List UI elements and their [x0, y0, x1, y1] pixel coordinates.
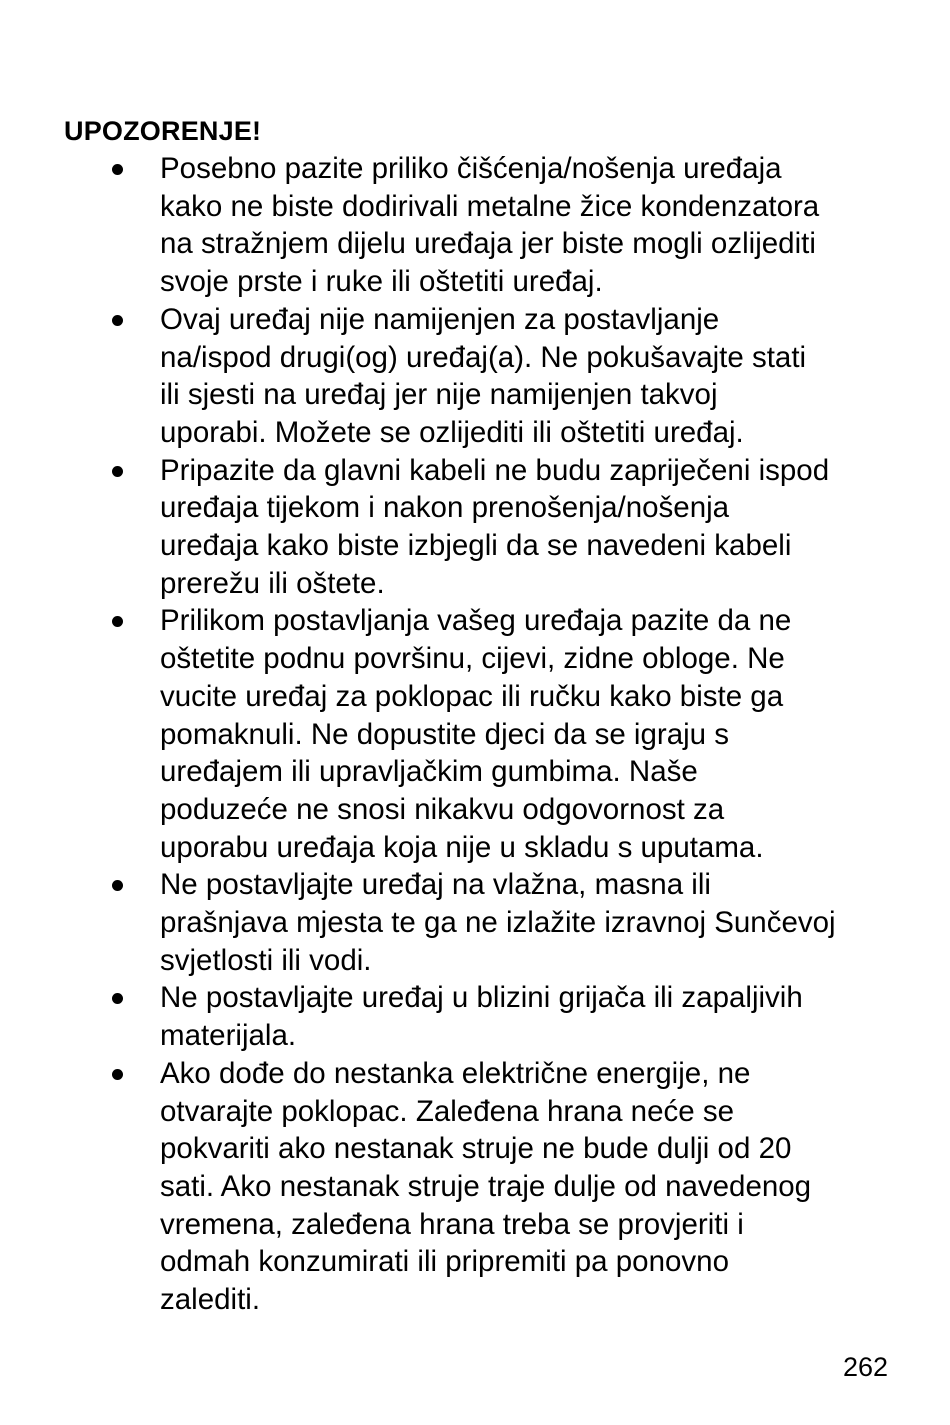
list-item-text: Prilikom postavljanja vašeg uređaja pazite da ne oštetite podnu površinu, cijevi, zidne obloge. Ne vucite uređaj za poklopac ili ručku kako biste ga pomaknuli. Ne dopustite djeci da se igraju s uređajem ili upravljačkim gumbima. Naše poduzeće ne snosi nikakvu odgovornost za uporabu uređaja koja nije u skladu s uputama.	[160, 604, 792, 864]
list-item-text: Posebno pazite priliko čišćenja/nošenja uređaja kako ne biste dodirivali metalne žice kondenzatora na stražnjem dijelu uređaja jer biste mogli ozlijediti svoje prste i ruke ili oštetiti uređaj.	[160, 152, 820, 299]
list-item-text: Pripazite da glavni kabeli ne budu zapriječeni ispod uređaja tijekom i nakon prenošenja/nošenja uređaja kako biste izbjegli da se navedeni kabeli prerežu ili oštete.	[160, 453, 830, 600]
list-item-text: Ne postavljajte uređaj na vlažna, masna ili prašnjava mjesta te ga ne izlažite izravnoj Sunčevoj svjetlosti ili vodi.	[160, 868, 836, 977]
list-item-text: Ako dođe do nestanka električne energije, ne otvarajte poklopac. Zaleđena hrana neće se pokvariti ako nestanak struje ne bude dulji od 20 sati. Ako nestanak struje traje dulje od navedenog vremena, zaleđena hrana treba se provjeriti i odmah konzumirati ili pripremiti pa ponovno zalediti.	[160, 1056, 812, 1317]
bullet-icon	[112, 466, 123, 477]
list-item	[0, 979, 950, 1054]
list-item	[0, 301, 950, 452]
bullet-icon	[112, 880, 123, 891]
list-item	[0, 866, 950, 979]
list-item	[0, 150, 950, 301]
list-item	[0, 602, 950, 866]
list-item	[0, 452, 950, 603]
bullet-icon	[112, 315, 123, 326]
bullet-icon	[112, 993, 123, 1004]
warning-heading: UPOZORENJE!	[64, 116, 262, 146]
bullet-icon	[112, 164, 123, 175]
list-item	[0, 1055, 950, 1319]
bullet-icon	[112, 616, 123, 627]
list-item-text: Ne postavljajte uređaj u blizini grijača ili zapaljivih materijala.	[160, 981, 803, 1053]
bullet-icon	[112, 1069, 123, 1080]
warning-list	[0, 150, 950, 1319]
page-number: 262	[842, 1352, 888, 1382]
list-item-text: Ovaj uređaj nije namijenjen za postavljanje na/ispod drugi(og) uređaj(a). Ne pokušavajte stati ili sjesti na uređaj jer nije namijenjen takvoj uporabi. Možete se ozlijediti ili oštetiti uređaj.	[160, 302, 807, 449]
